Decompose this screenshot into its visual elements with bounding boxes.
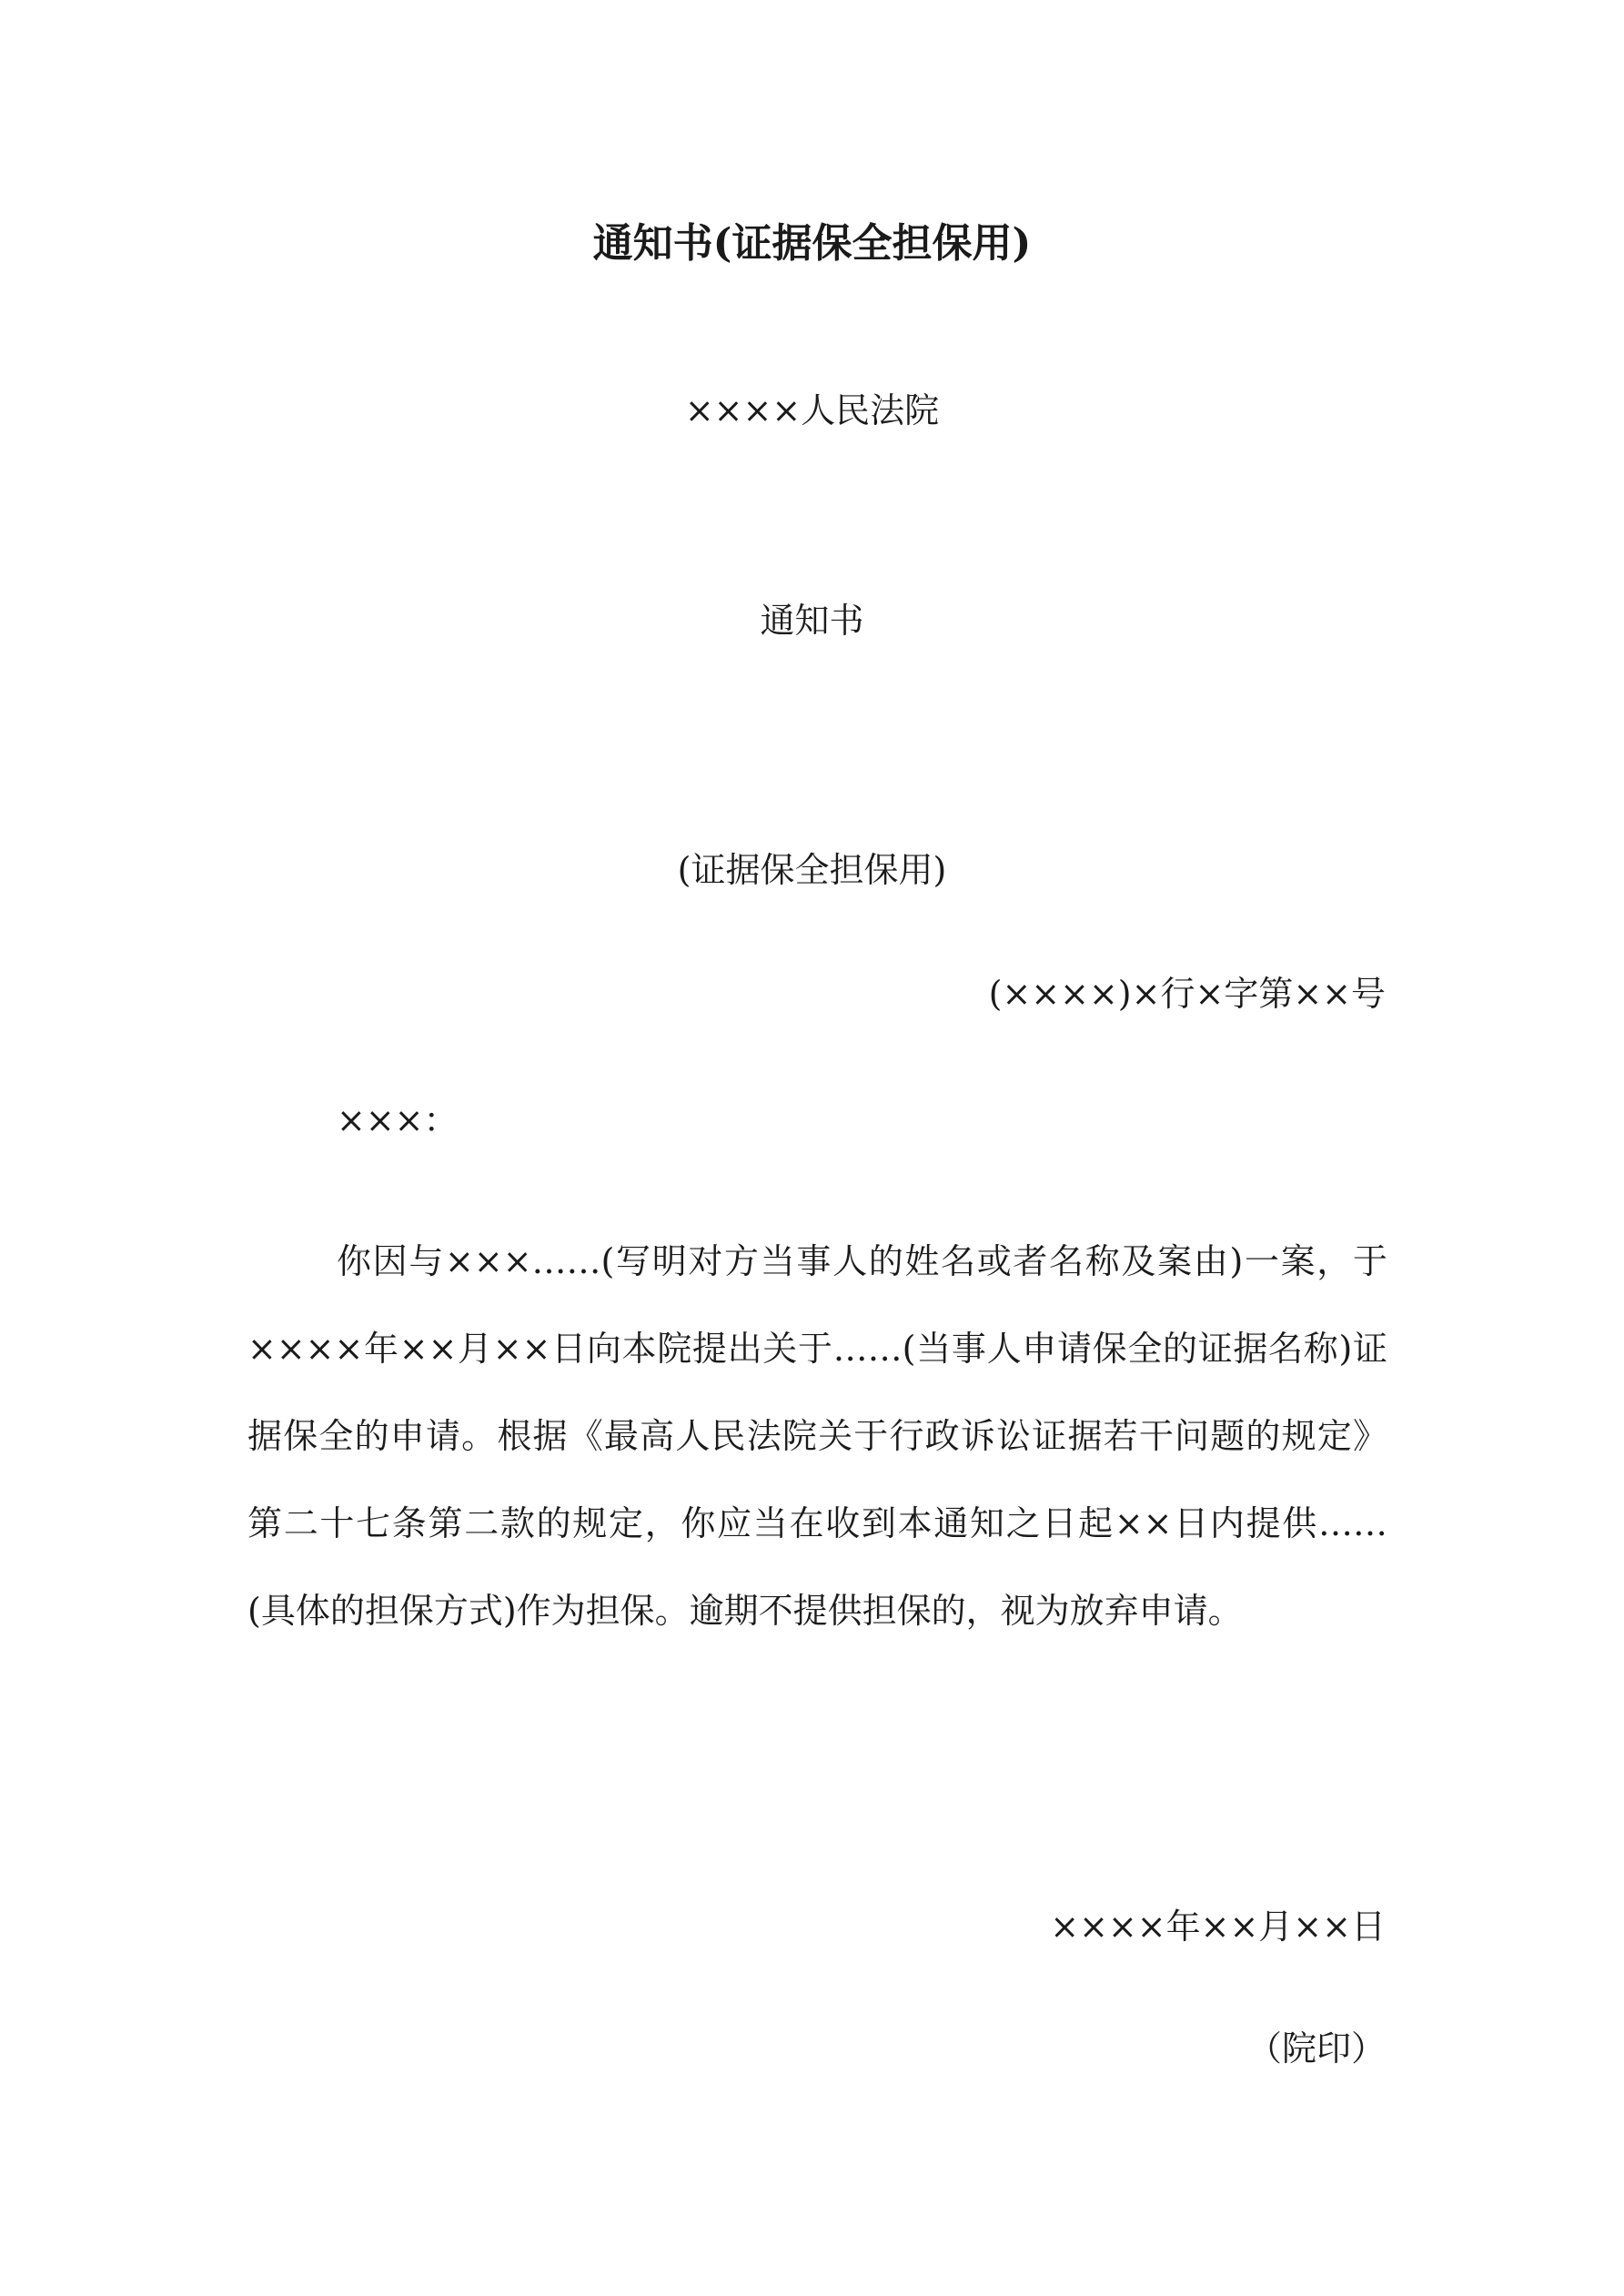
- court-seal-placeholder: （院印）: [1246, 2028, 1386, 2068]
- document-title: 通知书(证据保全担保用): [592, 220, 1032, 267]
- notice-subheading: (证据保全担保用): [677, 850, 947, 890]
- court-name: ××××人民法院: [684, 390, 940, 430]
- issue-date: ××××年××月××日: [1050, 1907, 1386, 1947]
- notice-body: 你因与×××……(写明对方当事人的姓名或者名称及案由)一案，于××××年××月××日向本院提出关于……(当事人申请保全的证据名称)证据保全的申请。根据《最高人民法院关于行政诉讼证据若干问题的规定》第二十七条第二款的规定，你应当在收到本通知之日起××日内提供……(具体的担保方式)作为担保。逾期不提供担保的，视为放弃申请。: [247, 1241, 1387, 1631]
- case-number: (××××)×行×字第××号: [988, 974, 1386, 1014]
- addressee: ×××：: [337, 1100, 459, 1140]
- notice-heading: 通知书: [760, 601, 864, 641]
